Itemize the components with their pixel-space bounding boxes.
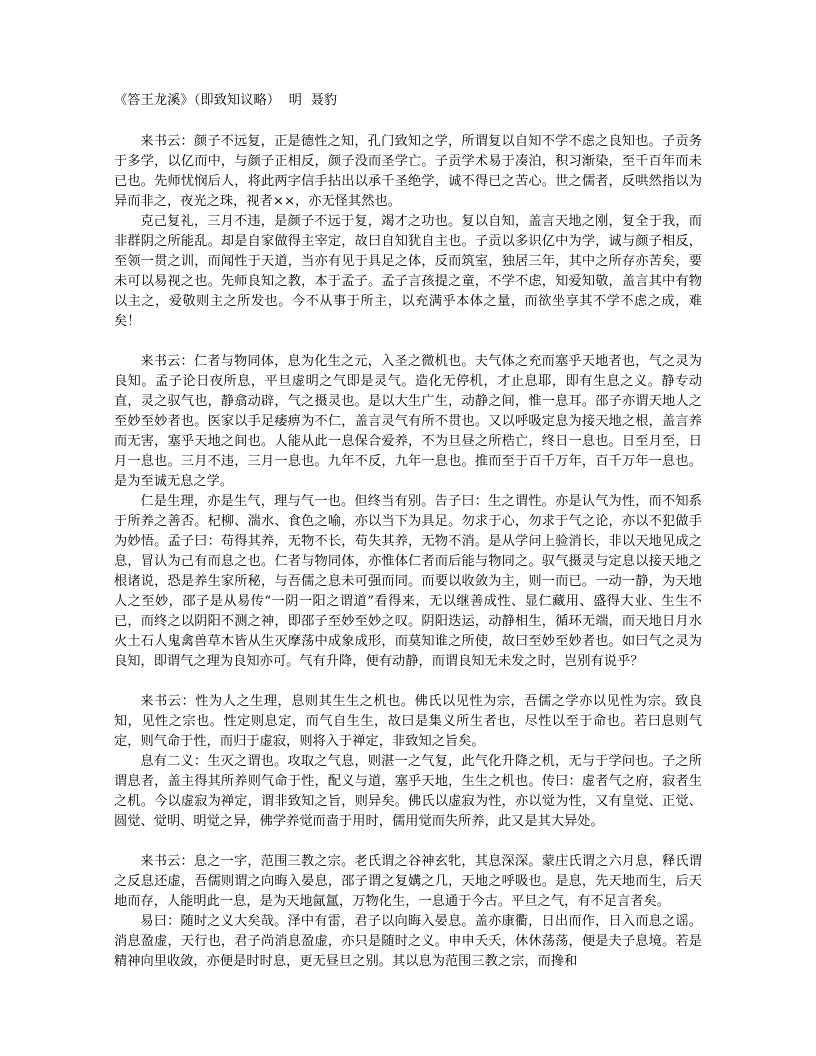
- document-title: 《答王龙溪》（即致知议略） 明 聂豹: [114, 93, 338, 108]
- paragraph: 克己复礼，三月不违，是颜子不远于复，竭才之功也。复以自知，盖言天地之刚，复全于我，而非群阴之所能乱。却是自家做得主宰定，故曰自知犹自主也。子贡以多识亿中为学，诚与颜子相反，至领一贯之训，而闻性于天道，当亦有见于具足之体，反而筑室，独居三年，其中之所存亦苦矣，要未可以易视之也。先师良知之教，本于孟子。孟子言孩提之童，不学不虑，知爱知敬，盖言其中有物以主之，爱敬则主之所发也。今不从事于所主，以充满乎本体之量，而欲坐享其不学不虑之成，难矣！: [114, 214, 702, 329]
- document-section-2: [114, 352, 702, 672]
- paragraph: 来书云：仁者与物同体，息为化生之元，入圣之微机也。夫气体之充而塞乎天地者也，气之灵为良知。孟子论日夜所息，平旦虚明之气即是灵气。造化无停机，才止息耶，即有生息之义。静专动直，灵之驭气也，静翕动辟，气之摄灵也。是以大生广生，动静之间，惟一息耳。邵子亦谓天地人之至妙至妙者也。医家以手足痿痹为不仁，盖言灵气有所不贯也。又以呼吸定息为接天地之根，盖言养而无害，塞乎天地之间也。人能从此一息保合爱养，不为旦昼之所梏亡，终日一息也。日至月至，日月一息也。三月不违，三月一息也。九年不反，九年一息也。推而至于百千万年，百千万年一息也。是为至诚无息之学。: [114, 354, 702, 489]
- document-section-4: [114, 852, 702, 972]
- paragraph: 来书云：性为人之生理，息则其生生之机也。佛氏以见性为宗，吾儒之学亦以见性为宗。致良知，见性之宗也。性定则息定，而气自生生，故曰是集义所生者也，尽性以至于命也。若曰息则气定，则气命于性，而归于虚寂，则将入于禅定，非致知之旨矣。: [114, 694, 702, 749]
- paragraph: 来书云：颜子不远复，正是德性之知，孔门致知之学，所谓复以自知不学不虑之良知也。子贡务于多学，以亿而中，与颜子正相反，颜子没而圣学亡。子贡学术易于凑泊，积习渐染，至千百年而未已也。先师忧悯后人，将此两字信手拈出以承千圣绝学，诚不得已之苦心。世之儒者，反哄然指以为异而非之，夜光之珠，视者××，亦无怪其然也。: [114, 134, 702, 209]
- document-section-1: [114, 132, 702, 332]
- document-section-3: [114, 692, 702, 832]
- paragraph: 易曰：随时之义大矣哉。泽中有雷，君子以向晦入晏息。盖亦康衢，日出而作，日入而息之谣。消息盈虚，天行也，君子尚消息盈虚，亦只是随时之义。申申夭夭，休休荡荡，便是夫子息境。若是精神向里收敛，亦便是时时息，更无昼旦之别。其以息为范围三教之宗，而搀和: [114, 914, 702, 969]
- paragraph: 仁是生理，亦是生气，理与气一也。但终当有别。告子曰：生之谓性。亦是认气为性，而不知系于所养之善否。杞柳、湍水、食色之喻，亦以当下为具足。勿求于心，勿求于气之论，亦以不犯做手为妙悟。孟子曰：苟得其养，无物不长，苟失其养，无物不消。是从学问上验消长，非以天地见成之息，冒认为己有而息之也。仁者与物同体，亦惟体仁者而后能与物同之。驭气摄灵与定息以接天地之根诸说，恐是养生家所秘，与吾儒之息未可强而同。而要以收敛为主，则一而已。一动一静，为天地人之至妙，邵子是从易传“一阴一阳之谓道”看得来，无以继善成性、显仁藏用、盛得大业、生生不已，而终之以阴阳不测之神，即邵子至妙至妙之叹。阴阳迭运，动静相生，循环无端，而天地日月水火土石人鬼禽兽草木皆从生灭摩荡中成象成形，而莫知谁之所使，故曰至妙至妙者也。如曰气之灵为良知，即谓气之理为良知亦可。气有升降，便有动静，而谓良知无未发之时，岂别有说乎？: [114, 494, 702, 669]
- paragraph: 来书云：息之一字，范围三教之宗。老氏谓之谷神玄牝，其息深深。蒙庄氏谓之六月息，释氏谓之反息还虚，吾儒则谓之向晦入晏息，邵子谓之复媾之几，天地之呼吸也。是息，先天地而生，后天地而存，人能明此一息，是为天地氤氲，万物化生，一息通于今古。平旦之气，有不足言者矣。: [114, 854, 702, 909]
- paragraph: 息有二义：生灭之谓也。攻取之气息，则湛一之气复，此气化升降之机，无与于学问也。子之所谓息者，盖主得其所养则气命于性，配义与道，塞乎天地，生生之机也。传曰：虚者气之府，寂者生之机。今以虚寂为禅定，谓非致知之旨，则异矣。佛氏以虚寂为性，亦以觉为性，又有皇觉、正觉、圆觉、觉明、明觉之异，佛学养觉而啬于用时，儒用觉而失所养，此又是其大异处。: [114, 754, 702, 829]
